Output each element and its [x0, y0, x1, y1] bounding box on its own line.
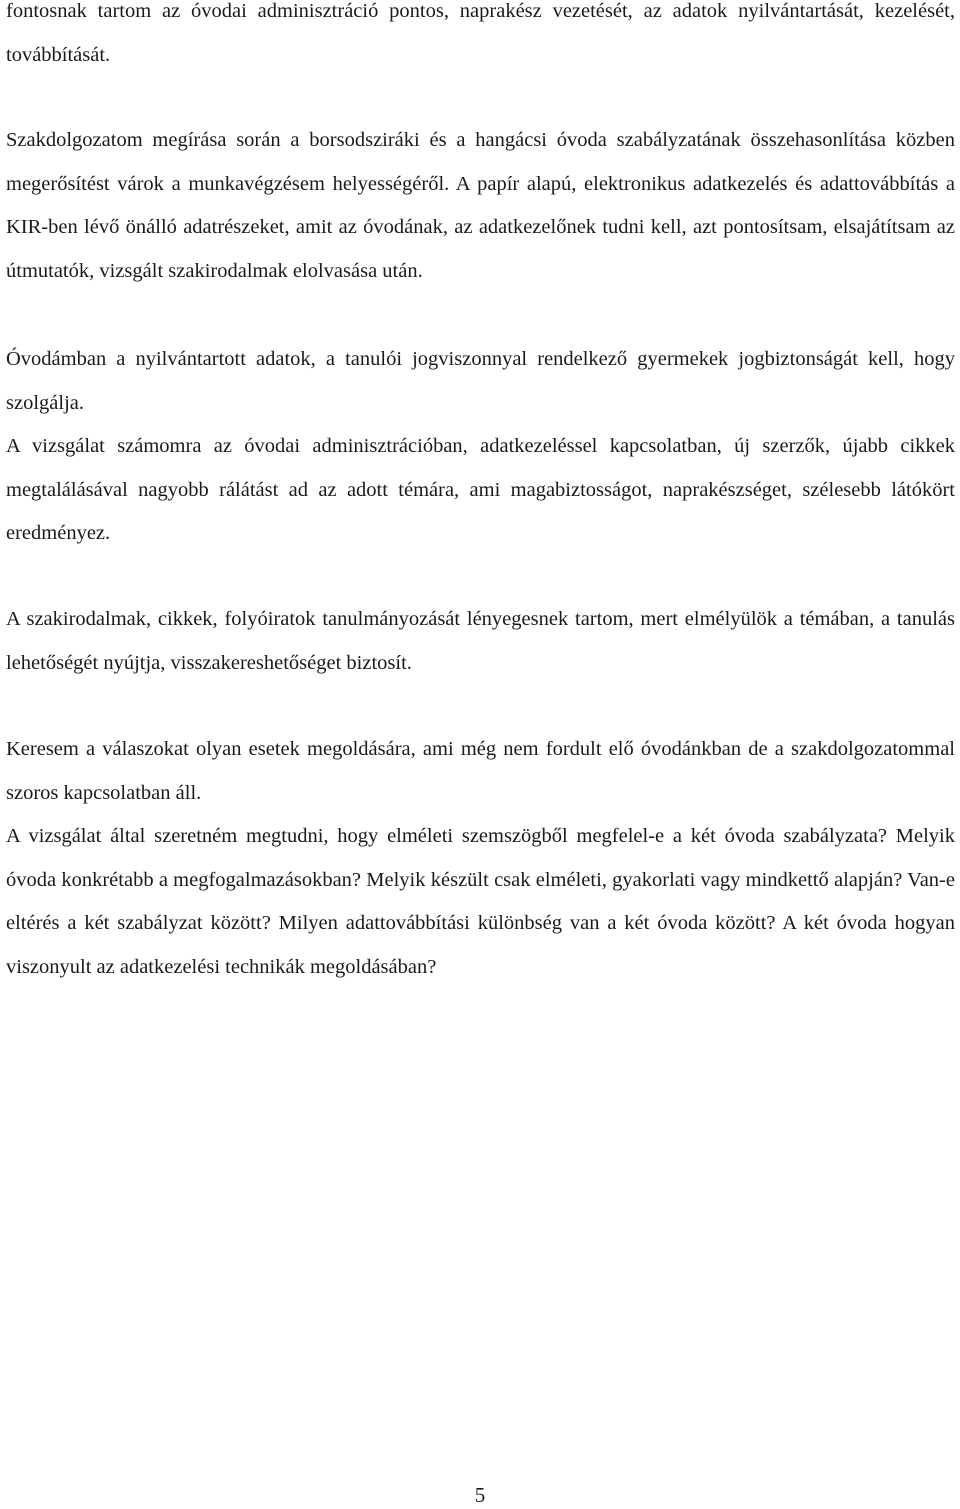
- paragraph-7: A vizsgálat által szeretném megtudni, hogy elméleti szemszögből megfelel-e a két óvoda szabályzata? Melyik óvoda konkrétabb a megfogalmazásokban? Melyik készült csak elméleti, gyakorlati vagy mindkettő alapján? Van-e eltérés a két szabályzat között? Milyen adattovábbítási különbség van a két óvoda között? A két óvoda hogyan viszonyult az adatkezelési technikák megoldásában?: [6, 825, 955, 978]
- paragraph-6: Keresem a válaszokat olyan esetek megoldására, ami még nem fordult elő óvodánkban de a szakdolgozatommal szoros kapcsolatban áll.: [6, 738, 955, 804]
- paragraph-5: A szakirodalmak, cikkek, folyóiratok tanulmányozását lényegesnek tartom, mert elmélyülök a témában, a tanulás lehetőségét nyújtja, visszakereshetőséget biztosít.: [6, 608, 955, 674]
- paragraph-4: A vizsgálat számomra az óvodai adminisztrációban, adatkezeléssel kapcsolatban, új szerzők, újabb cikkek megtalálásával nagyobb rálátást ad az adott témára, ami magabiztosságot, naprakészséget, szélesebb látókört eredményez.: [6, 435, 955, 544]
- paragraph-3: Óvodámban a nyilvántartott adatok, a tanulói jogviszonnyal rendelkező gyermekek jogbiztonságát kell, hogy szolgálja.: [6, 348, 955, 414]
- paragraph-2: Szakdolgozatom megírása során a borsodsziráki és a hangácsi óvoda szabályzatának összehasonlítása közben megerősítést várok a munkavégzésem helyességéről. A papír alapú, elektronikus adatkezelés és adattovábbítás a KIR-ben lévő önálló adatrészeket, amit az óvodának, az adatkezelőnek tudni kell, azt pontosítsam, elsajátítsam az útmutatók, vizsgált szakirodalmak elolvasása után.: [6, 129, 955, 282]
- paragraph-1: fontosnak tartom az óvodai adminisztráció pontos, naprakész vezetését, az adatok nyilvántartását, kezelését, továbbítását.: [6, 0, 955, 66]
- page-number: 5: [474, 1483, 486, 1507]
